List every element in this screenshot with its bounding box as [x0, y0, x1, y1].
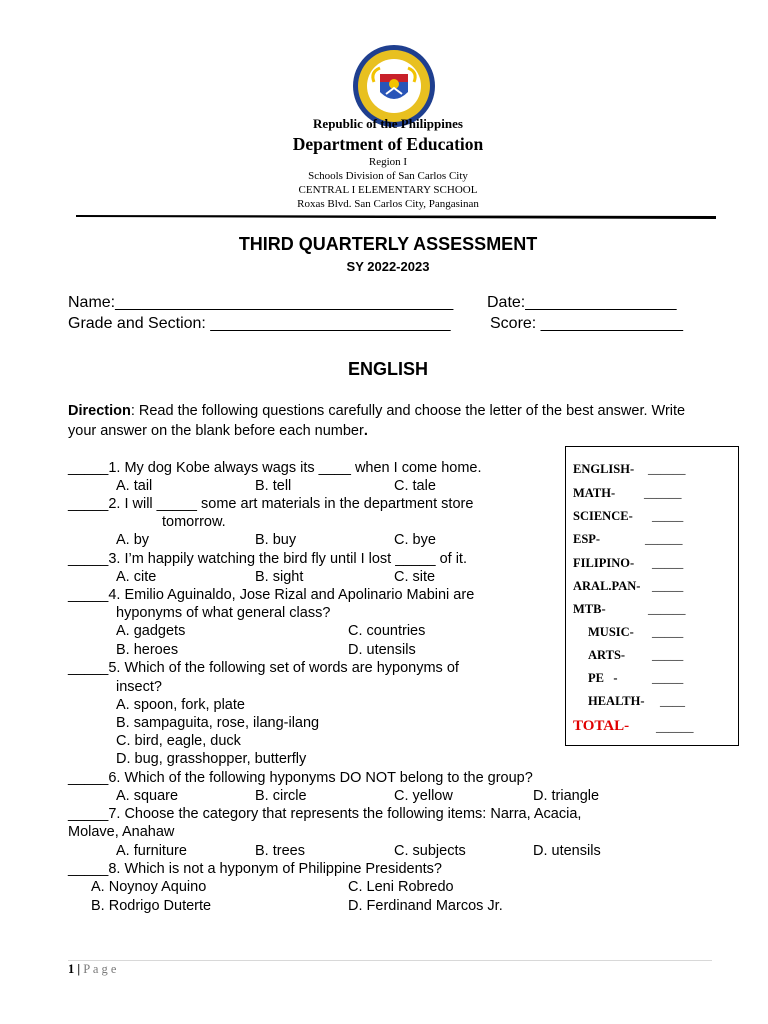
school-year: SY 2022-2023 [346, 259, 430, 274]
q7-option-b: B. trees [255, 843, 305, 859]
division-label: Schools Division of San Carlos City [308, 170, 468, 182]
q2-option-a: A. by [116, 532, 150, 548]
score-filipino-blank[interactable]: _____ [652, 556, 684, 570]
direction-end: . [363, 423, 368, 439]
question-2: _____2. I will _____ some art materials in the department store [68, 496, 474, 512]
q7-option-d: D. utensils [533, 843, 601, 859]
q3-option-b: B. sight [255, 569, 304, 585]
question-4: _____4. Emilio Aguinaldo, Jose Rizal and Apolinario Mabini are [68, 587, 475, 603]
q2-option-c: C. bye [394, 532, 436, 548]
q7-option-c: C. subjects [394, 843, 466, 859]
name-field[interactable]: Name:______________________________________ [68, 294, 454, 311]
question-5-continued: insect? [116, 679, 162, 695]
assessment-title: THIRD QUARTERLY ASSESSMENT [238, 234, 538, 254]
q6-option-a: A. square [116, 788, 179, 804]
score-pe-blank[interactable]: _____ [652, 671, 684, 685]
score-aralpan-blank[interactable]: _____ [652, 579, 684, 593]
q2-option-b: B. buy [255, 532, 297, 548]
q6-option-c: C. yellow [394, 788, 453, 804]
q1-option-c: C. tale [394, 478, 436, 494]
q5-option-a: A. spoon, fork, plate [116, 697, 245, 713]
score-science-blank[interactable]: _____ [652, 509, 684, 523]
direction-text [68, 401, 688, 441]
question-6: _____6. Which of the following hyponyms DO NOT belong to the group? [68, 770, 533, 786]
subject-heading: ENGLISH [347, 359, 428, 379]
question-8: _____8. Which is not a hyponym of Philippine Presidents? [68, 861, 442, 877]
score-music-blank[interactable]: _____ [652, 625, 684, 639]
score-filipino-label: FILIPINO- [573, 556, 635, 570]
q3-option-a: A. cite [116, 569, 157, 585]
score-pe-label: PE - [588, 671, 618, 685]
score-math-blank[interactable]: ______ [644, 486, 682, 500]
q1-option-b: B. tell [255, 478, 292, 494]
grade-section-field[interactable]: Grade and Section: ___________________________ [68, 315, 451, 332]
q4-option-d: D. utensils [348, 642, 416, 658]
question-1: _____1. My dog Kobe always wags its ____ when I come home. [68, 460, 482, 476]
score-esp-blank[interactable]: ______ [645, 532, 683, 546]
q7-option-a: A. furniture [116, 843, 187, 859]
q5-option-c: C. bird, eagle, duck [116, 733, 241, 749]
page-label: P a g e [83, 962, 117, 976]
region-label: Region I [368, 156, 408, 168]
q1-option-a: A. tail [116, 478, 153, 494]
q8-option-d: D. Ferdinand Marcos Jr. [348, 898, 503, 914]
direction-body: : Read the following questions carefully and choose the letter of the best answer. Write your answer on the blank before each number [68, 403, 686, 439]
score-arts-blank[interactable]: _____ [652, 648, 684, 662]
score-english-label: ENGLISH- [573, 462, 635, 476]
page-separator: | [74, 962, 84, 976]
direction-label: Direction [68, 403, 131, 419]
question-2-continued: tomorrow. [162, 514, 226, 530]
q3-option-c: C. site [394, 569, 436, 585]
score-total-label: TOTAL- [573, 718, 630, 734]
score-science-label: SCIENCE- [573, 509, 633, 523]
republic-label: Republic of the Philippines [313, 116, 463, 131]
q8-option-c: C. Leni Robredo [348, 879, 454, 895]
q6-option-d: D. triangle [533, 788, 600, 804]
score-mtb-label: MTB- [573, 602, 606, 616]
q6-option-b: B. circle [255, 788, 307, 804]
department-label: Department of Education [292, 134, 484, 154]
score-total-blank[interactable]: ______ [656, 720, 694, 734]
score-aralpan-label: ARAL.PAN- [573, 579, 641, 593]
score-english-blank[interactable]: ______ [648, 462, 686, 476]
score-mtb-blank[interactable]: ______ [648, 602, 686, 616]
q4-option-a: A. gadgets [116, 623, 186, 639]
score-music-label: MUSIC- [588, 625, 634, 639]
question-7-continued: Molave, Anahaw [68, 824, 175, 840]
school-label: CENTRAL I ELEMENTARY SCHOOL [298, 184, 478, 196]
q4-option-b: B. heroes [116, 642, 179, 658]
score-health-blank[interactable]: ____ [660, 694, 685, 708]
page-number: 1 [68, 962, 75, 976]
question-7: _____7. Choose the category that represents the following items: Narra, Acacia, [68, 806, 582, 822]
score-health-label: HEALTH- [588, 694, 645, 708]
q5-option-d: D. bug, grasshopper, butterfly [116, 751, 307, 767]
score-field[interactable]: Score: ________________ [490, 315, 684, 332]
question-4-continued: hyponyms of what general class? [116, 605, 331, 621]
score-esp-label: ESP- [573, 532, 601, 546]
q8-option-a: A. Noynoy Aquino [91, 879, 207, 895]
q5-option-b: B. sampaguita, rose, ilang-ilang [116, 715, 320, 731]
question-3: _____3. I’m happily watching the bird fly until I lost _____ of it. [68, 551, 467, 567]
score-arts-label: ARTS- [588, 648, 626, 662]
address-label: Roxas Blvd. San Carlos City, Pangasinan [297, 198, 479, 210]
footer-divider [68, 960, 712, 961]
q8-option-b: B. Rodrigo Duterte [91, 898, 212, 914]
q4-option-c: C. countries [348, 623, 426, 639]
score-math-label: MATH- [573, 486, 616, 500]
page-footer [68, 962, 116, 977]
date-field[interactable]: Date:_________________ [487, 294, 677, 311]
header-divider [76, 213, 716, 219]
question-5: _____5. Which of the following set of words are hyponyms of [68, 660, 459, 676]
